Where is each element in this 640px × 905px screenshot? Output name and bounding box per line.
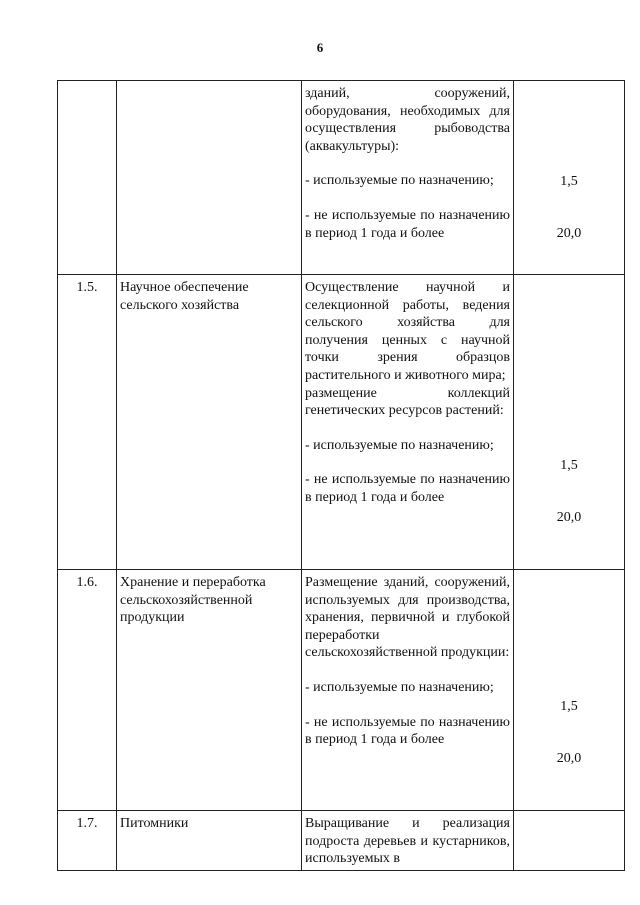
- item-used: - используемые по назначению;: [305, 679, 494, 695]
- table-row: [58, 570, 625, 811]
- row-values: [514, 811, 625, 871]
- value-used: 1,5: [560, 458, 578, 473]
- description-text: зданий, сооружений, оборудования, необходимых для осуществления рыбоводства (аквакультуры):: [305, 86, 510, 154]
- row-description: [302, 81, 514, 275]
- description-text: Выращивание и реализация подроста деревьев и кустарников, используемых в: [305, 816, 510, 867]
- item-used: - используемые по назначению;: [305, 173, 494, 189]
- land-use-table: [57, 80, 625, 871]
- item-unused: - не используемые по назначению в период 1 года и более: [305, 207, 510, 241]
- value-used: 1,5: [560, 174, 578, 189]
- row-name: Хранение и переработка сельскохозяйственной продукции: [117, 570, 302, 811]
- value-used: 1,5: [560, 699, 578, 714]
- value-unused: 20,0: [556, 510, 582, 525]
- value-unused: 20,0: [556, 226, 582, 241]
- description-text: Размещение зданий, сооружений, используемых для производства, хранения, первичной и глубокой переработки сельскохозяйственной продукции:: [305, 575, 510, 661]
- item-unused: - не используемые по назначению в период 1 года и более: [305, 714, 510, 748]
- row-description: [302, 811, 514, 871]
- row-values: [514, 275, 625, 570]
- value-unused: 20,0: [556, 751, 582, 766]
- row-number: 1.6.: [58, 570, 117, 811]
- item-used: - используемые по назначению;: [305, 437, 494, 453]
- table-row: [58, 81, 625, 275]
- description-text: Осуществление научной и селекционной работы, ведения сельского хозяйства для получения ценных с научной точки зрения образцов растительного и животного мира;: [305, 280, 510, 383]
- row-name: Научное обеспечение сельского хозяйства: [117, 275, 302, 570]
- row-number: 1.7.: [58, 811, 117, 871]
- row-values: [514, 81, 625, 275]
- row-number: 1.5.: [58, 275, 117, 570]
- description-text: размещение коллекций генетических ресурсов растений:: [305, 385, 510, 419]
- row-values: [514, 570, 625, 811]
- item-unused: - не используемые по назначению в период 1 года и более: [305, 472, 510, 505]
- page-number: 6: [316, 40, 324, 55]
- row-description: [302, 570, 514, 811]
- row-number: [58, 81, 117, 275]
- table-row: [58, 275, 625, 570]
- row-description: [302, 275, 514, 570]
- row-name: [117, 81, 302, 275]
- row-name: Питомники: [117, 811, 302, 871]
- table-row: [58, 811, 625, 871]
